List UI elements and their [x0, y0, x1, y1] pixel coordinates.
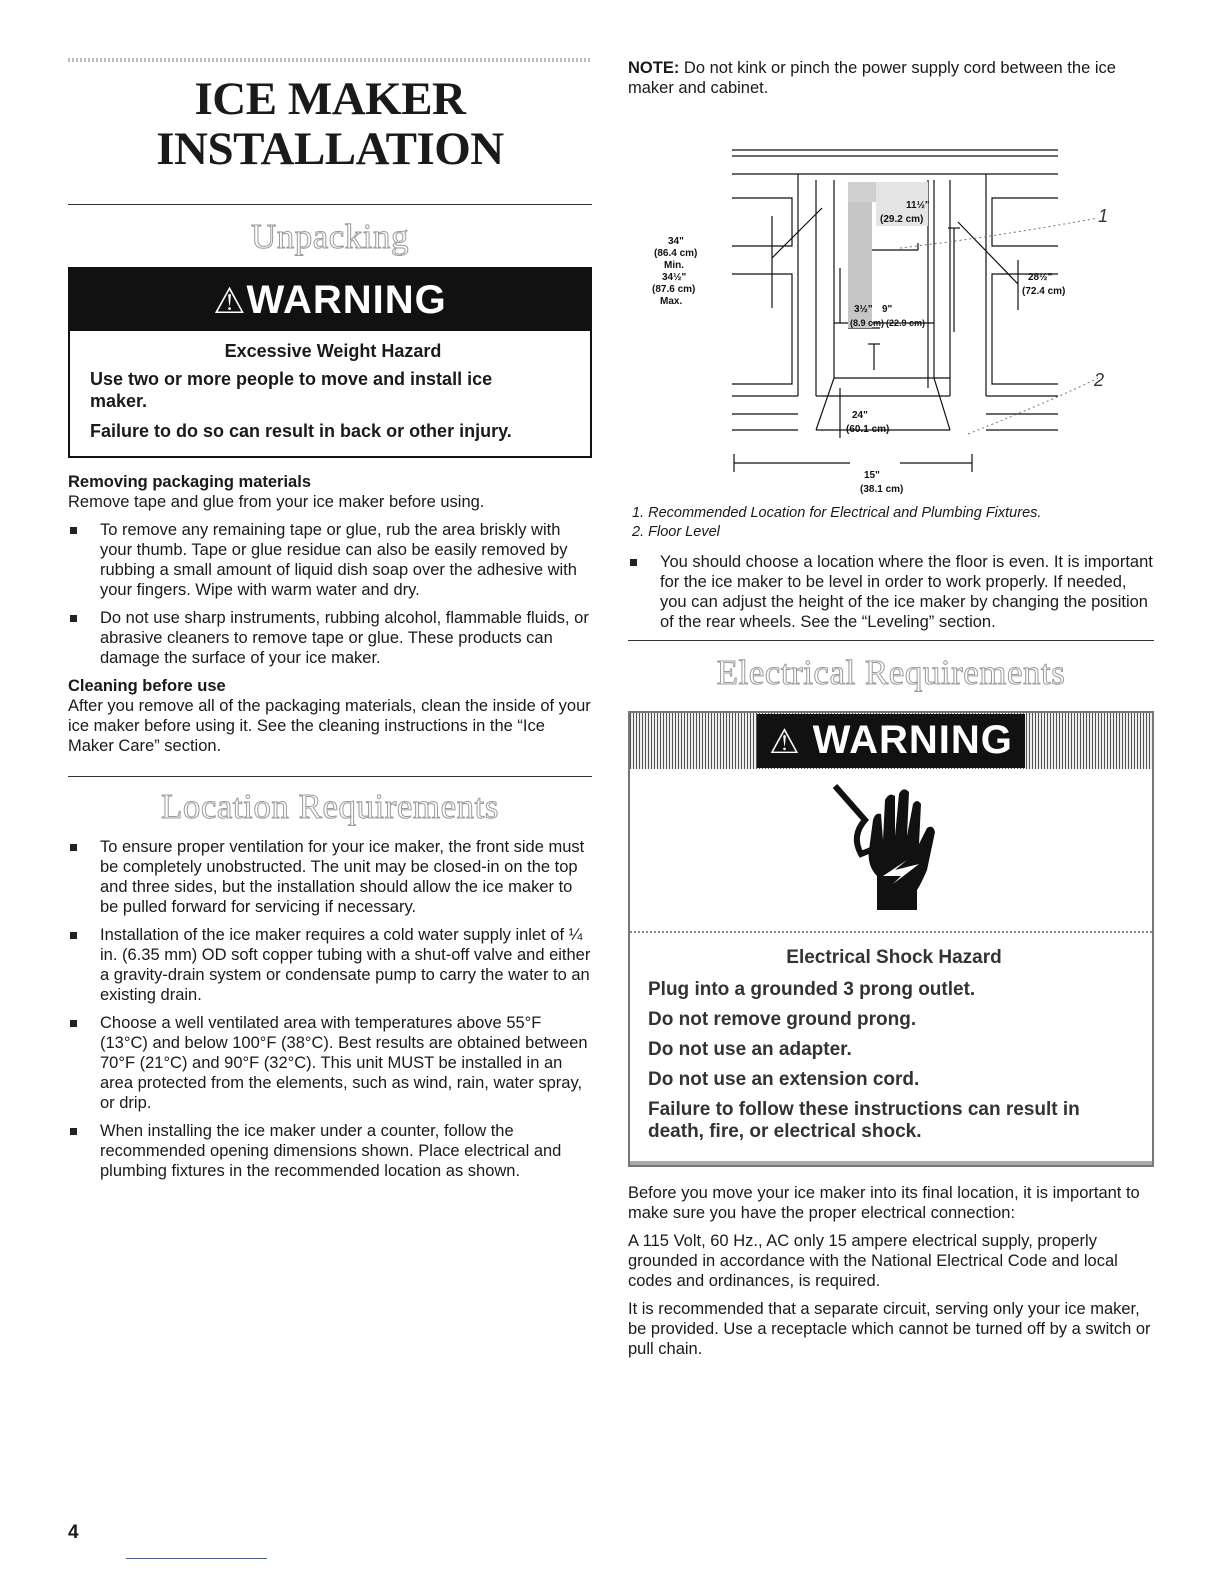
- warning-triangle-icon: ⚠: [763, 723, 806, 761]
- right-column: [628, 58, 1154, 1359]
- electrical-warning-box: [628, 711, 1154, 1167]
- section-rule: [628, 640, 1154, 641]
- section-title-electrical: Electrical Requirements: [716, 653, 1066, 692]
- dim-label: 34½": [662, 272, 687, 283]
- electrical-paragraph: It is recommended that a separate circuit, serving only your ice maker, be provided. Use a receptacle which cannot be turned off by a switch or pull chain.: [628, 1300, 1151, 1358]
- electrical-paragraph: Before you move your ice maker into its final location, it is important to make sure you have the proper electrical connection:: [628, 1184, 1140, 1222]
- installation-diagram: [628, 98, 1154, 512]
- section-title-location: Location Requirements: [160, 787, 500, 826]
- list-item: You should choose a location where the floor is even. It is important for the ice maker to be level in order to work properly. If needed, you can adjust the height of the ice maker by changing the position of the rear wheels. See the “Leveling” section.: [628, 552, 1154, 632]
- bullet-icon: [70, 1128, 77, 1135]
- figure-caption: 1. Recommended Location for Electrical and Plumbing Fixtures.: [632, 505, 1042, 521]
- dim-label: 28½": [1028, 272, 1053, 283]
- warning-header: ⚠ WARNING: [630, 713, 1152, 769]
- dim-label: (86.4 cm): [654, 248, 698, 259]
- cleaning-text: After you remove all of the packaging materials, clean the inside of your ice maker before using it. See the cleaning instructions in the “Ice Maker Care” section.: [68, 697, 591, 755]
- callout-number: 2: [1094, 370, 1105, 390]
- dim-label: (22.9 cm): [886, 318, 926, 328]
- level-list: [628, 552, 1154, 632]
- dim-label: Max.: [660, 296, 683, 307]
- warning-line: Failure to follow these instructions can result in death, fire, or electrical shock.: [648, 1099, 1080, 1142]
- dim-label: (72.4 cm): [1022, 286, 1066, 297]
- top-rule: [68, 58, 592, 62]
- page-title: ICE MAKER INSTALLATION: [156, 73, 504, 175]
- warning-line: Failure to do so can result in back or other injury.: [90, 421, 512, 441]
- left-column: [68, 58, 592, 1189]
- removing-intro: Remove tape and glue from your ice maker before using.: [68, 493, 485, 511]
- list-item: Choose a well ventilated area with temperatures above 55°F (13°C) and below 100°F (38°C). Best results are obtained between 70°F (21°C) and 90°F (32°C). This unit MUST be installed in an area protected from the elements, such as wind, rain, water spray, or drip.: [68, 1013, 592, 1113]
- dim-label: 15": [864, 470, 880, 481]
- dim-label: (8.9 cm): [850, 318, 885, 328]
- list-item: When installing the ice maker under a counter, follow the recommended opening dimensions shown. Place electrical and plumbing fixtures in the recommended location as shown.: [68, 1121, 592, 1181]
- dim-label: (38.1 cm): [860, 484, 904, 495]
- bullet-icon: [70, 932, 77, 939]
- warning-header: ⚠WARNING: [70, 269, 590, 331]
- dim-label: 11½": [906, 200, 930, 211]
- section-rule: [68, 776, 592, 777]
- warning-line: Use two or more people to move and install ice maker.: [90, 369, 493, 411]
- list-item: Installation of the ice maker requires a cold water supply inlet of ¼ in. (6.35 mm) OD soft copper tubing with a shut-off valve and either a gravity-drain system or condensate pump to carry the water to an existing drain.: [68, 925, 592, 1005]
- note-text: NOTE: Do not kink or pinch the power supply cord between the ice maker and cabinet.: [628, 59, 1116, 97]
- electrical-paragraph: A 115 Volt, 60 Hz., AC only 15 ampere electrical supply, properly grounded in accordance with the National Electrical Code and local codes and ordinances, is required.: [628, 1232, 1118, 1290]
- dim-label: Min.: [664, 260, 684, 271]
- section-rule: [68, 204, 592, 205]
- bullet-icon: [70, 615, 77, 622]
- hazard-title: Electrical Shock Hazard: [786, 947, 1002, 968]
- list-item: To remove any remaining tape or glue, rub the area briskly with your thumb. Tape or glue residue can also be easily removed by rubbing a small amount of liquid dish soap over the adhesive with your fingers. Wipe with warm water and dry.: [68, 520, 592, 600]
- figure-caption: 2. Floor Level: [632, 524, 720, 540]
- bullet-icon: [70, 844, 77, 851]
- warning-line: Do not use an extension cord.: [648, 1069, 920, 1090]
- electric-shock-hand-icon: [821, 780, 961, 920]
- bullet-icon: [630, 559, 637, 566]
- bullet-icon: [70, 1020, 77, 1027]
- warning-line: Plug into a grounded 3 prong outlet.: [648, 979, 976, 1000]
- cleaning-heading: Cleaning before use: [68, 677, 226, 695]
- dim-label: 3½": [854, 304, 873, 315]
- footer-rule: [126, 1558, 267, 1559]
- dim-label: (60.1 cm): [846, 424, 890, 435]
- warning-line: Do not use an adapter.: [648, 1039, 852, 1060]
- warning-line: Do not remove ground prong.: [648, 1009, 917, 1030]
- section-title-unpacking: Unpacking: [250, 217, 410, 256]
- dim-label: (87.6 cm): [652, 284, 696, 295]
- list-item: Do not use sharp instruments, rubbing alcohol, flammable fluids, or abrasive cleaners to remove tape or glue. These products can damage the surface of your ice maker.: [68, 608, 592, 668]
- page-number: 4: [68, 1522, 79, 1543]
- removing-list: [68, 520, 592, 668]
- dim-label: 24": [852, 410, 868, 421]
- bullet-icon: [70, 527, 77, 534]
- hazard-title: Excessive Weight Hazard: [224, 341, 442, 361]
- dim-label: 34": [668, 236, 684, 247]
- shock-hazard-icon-area: [630, 769, 1152, 933]
- warning-triangle-icon: ⚠: [213, 280, 247, 321]
- dim-label: (29.2 cm): [880, 214, 924, 225]
- dim-label: 9": [882, 304, 893, 315]
- callout-number: 1: [1098, 206, 1109, 226]
- list-item: To ensure proper ventilation for your ice maker, the front side must be completely unobstructed. The unit may be closed-in on the top and three sides, but the installation should allow the ice maker to be pulled forward for servicing if necessary.: [68, 837, 592, 917]
- weight-warning-box: [68, 267, 592, 458]
- dimension-diagram: [628, 98, 1154, 512]
- location-list: [68, 837, 592, 1181]
- removing-heading: Removing packaging materials: [68, 473, 311, 491]
